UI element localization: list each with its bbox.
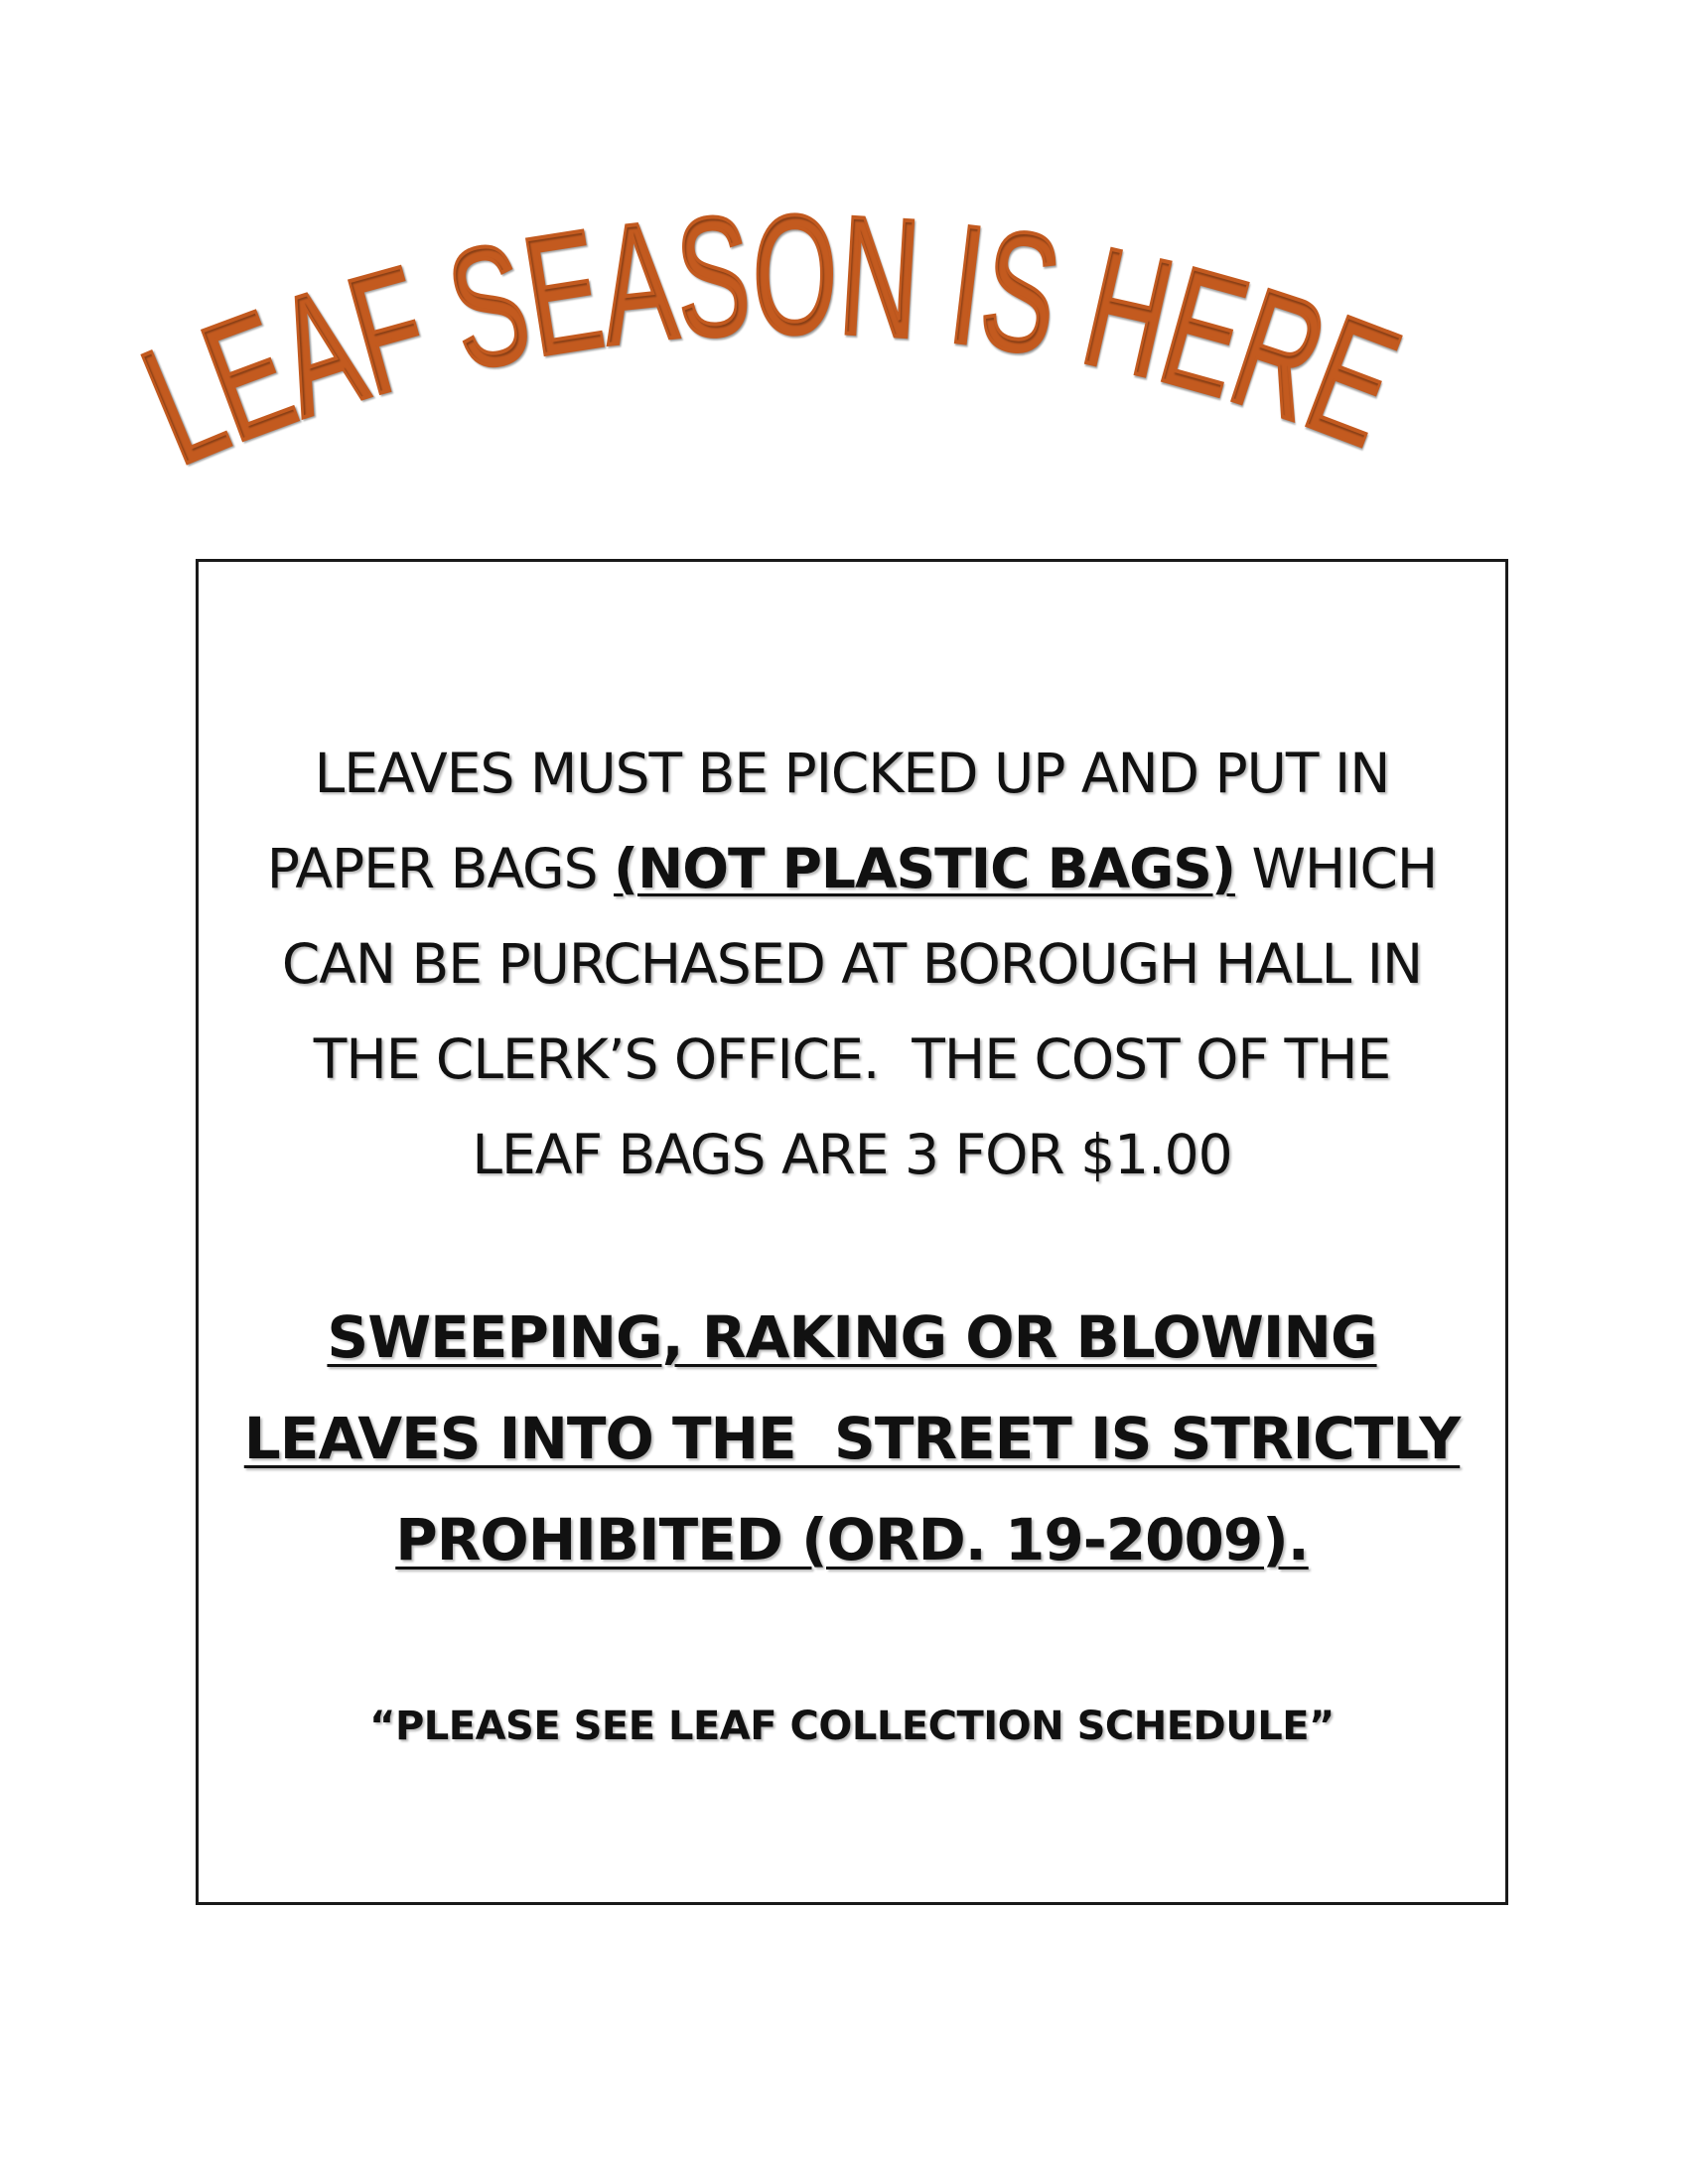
instructions-line-2-start: PAPER BAGS [266, 837, 615, 900]
instructions-line-3: CAN BE PURCHASED AT BOROUGH HALL IN [281, 932, 1423, 996]
collection-schedule-note: “PLEASE SEE LEAF COLLECTION SCHEDULE” [369, 1704, 1335, 1749]
bag-instructions-paragraph [199, 726, 1505, 1202]
notice-box [196, 559, 1508, 1905]
not-plastic-bags-emphasis: (NOT PLASTIC BAGS) [614, 837, 1236, 900]
instructions-line-2-end: WHICH [1235, 837, 1438, 900]
arched-title-graphic [120, 179, 1458, 500]
page-title-text: LEAF SEASON IS HERE [120, 179, 1458, 500]
instructions-line-5: LEAF BAGS ARE 3 FOR $1.00 [472, 1123, 1232, 1186]
warning-line-1: SWEEPING, RAKING OR BLOWING [327, 1303, 1377, 1371]
warning-line-2: LEAVES INTO THE STREET IS STRICTLY [243, 1405, 1461, 1472]
instructions-line-4: THE CLERK’S OFFICE. THE COST OF THE [313, 1027, 1391, 1091]
instructions-line-2 [199, 821, 1505, 916]
page-title [120, 179, 1458, 500]
instructions-line-1: LEAVES MUST BE PICKED UP AND PUT IN [314, 742, 1390, 805]
prohibition-warning-paragraph [199, 1287, 1505, 1590]
warning-line-3: PROHIBITED (ORD. 19-2009). [395, 1506, 1309, 1573]
